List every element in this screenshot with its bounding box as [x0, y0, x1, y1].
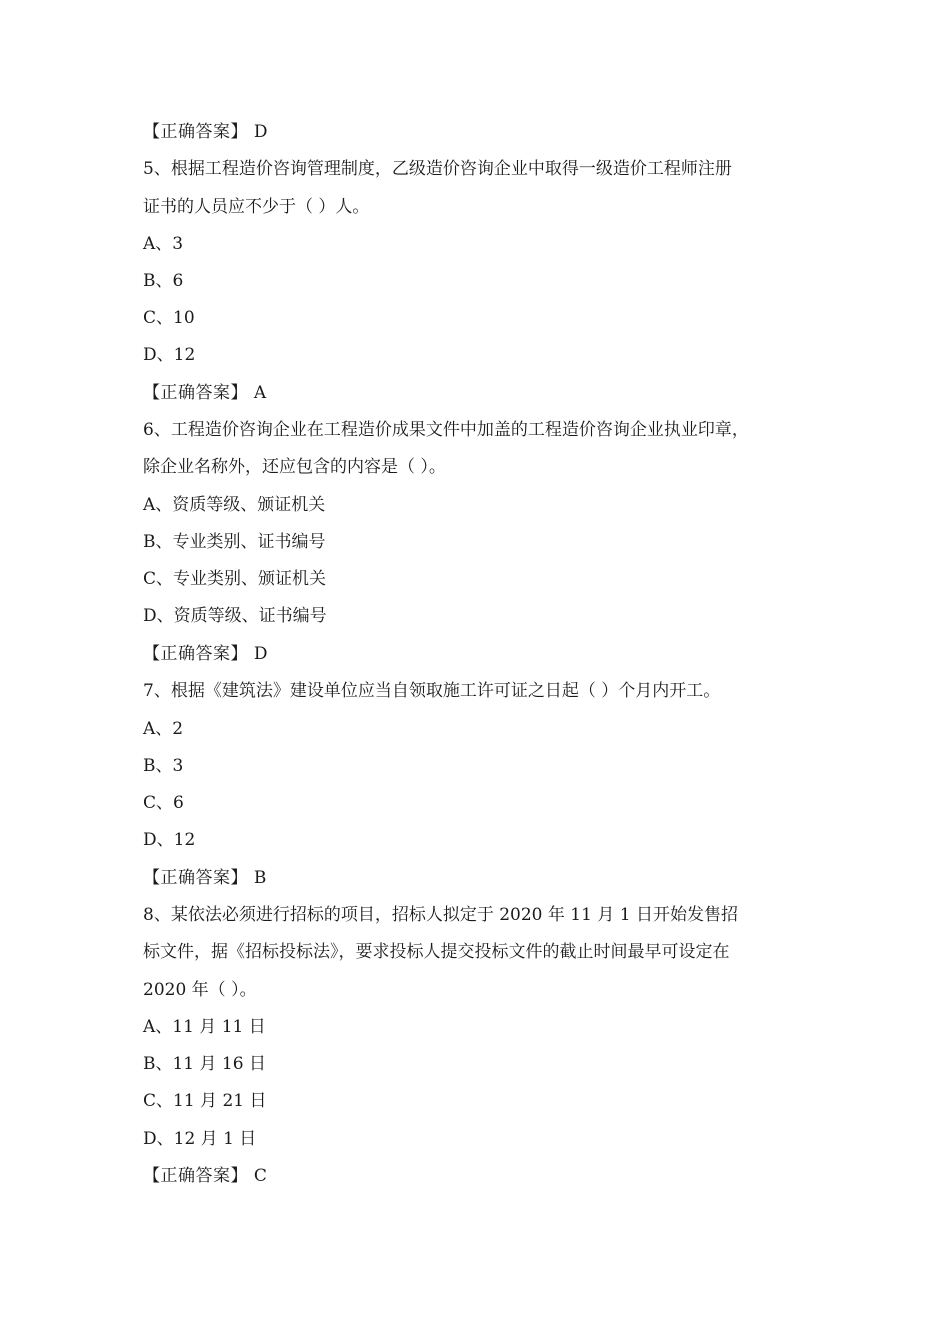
answer-line: 【正确答案】 A [143, 383, 267, 403]
option-c: C、10 [143, 308, 195, 328]
question-8-text: 8、某依法必须进行招标的项目，招标人拟定于 2020 年 11 月 1 日开始发售招 [143, 905, 738, 925]
option-d: D、12 [143, 830, 196, 850]
question-6-text-cont: 除企业名称外，还应包含的内容是（ ）。 [143, 457, 446, 477]
option-c: C、专业类别、颁证机关 [143, 569, 327, 589]
question-7-text: 7、根据《建筑法》建设单位应当自领取施工许可证之日起（ ）个月内开工。 [143, 681, 721, 701]
answer-line: 【正确答案】 B [143, 868, 267, 888]
answer-line: 【正确答案】 C [143, 1166, 268, 1186]
option-c: C、11 月 21 日 [143, 1091, 267, 1111]
option-a: A、2 [143, 719, 184, 739]
option-d: D、12 月 1 日 [143, 1129, 257, 1149]
question-8-text-cont: 2020 年（ ）。 [143, 980, 257, 1000]
question-8-text-cont: 标文件，据《招标投标法》，要求投标人提交投标文件的截止时间最早可设定在 [143, 942, 730, 962]
option-b: B、11 月 16 日 [143, 1054, 266, 1074]
option-d: D、12 [143, 345, 196, 365]
option-c: C、6 [143, 793, 184, 813]
answer-line: 【正确答案】 D [143, 122, 269, 142]
option-a: A、11 月 11 日 [143, 1017, 266, 1037]
option-b: B、专业类别、证书编号 [143, 532, 326, 552]
question-5-text: 5、根据工程造价咨询管理制度，乙级造价咨询企业中取得一级造价工程师注册 [143, 159, 732, 179]
answer-line: 【正确答案】 D [143, 644, 269, 664]
option-d: D、资质等级、证书编号 [143, 606, 327, 626]
question-6-text: 6、工程造价咨询企业在工程造价成果文件中加盖的工程造价咨询企业执业印章， [143, 420, 749, 440]
question-5-text-cont: 证书的人员应不少于（ ）人。 [143, 197, 370, 217]
option-b: B、6 [143, 271, 184, 291]
option-b: B、3 [143, 756, 184, 776]
option-a: A、资质等级、颁证机关 [143, 495, 326, 515]
option-a: A、3 [143, 234, 184, 254]
